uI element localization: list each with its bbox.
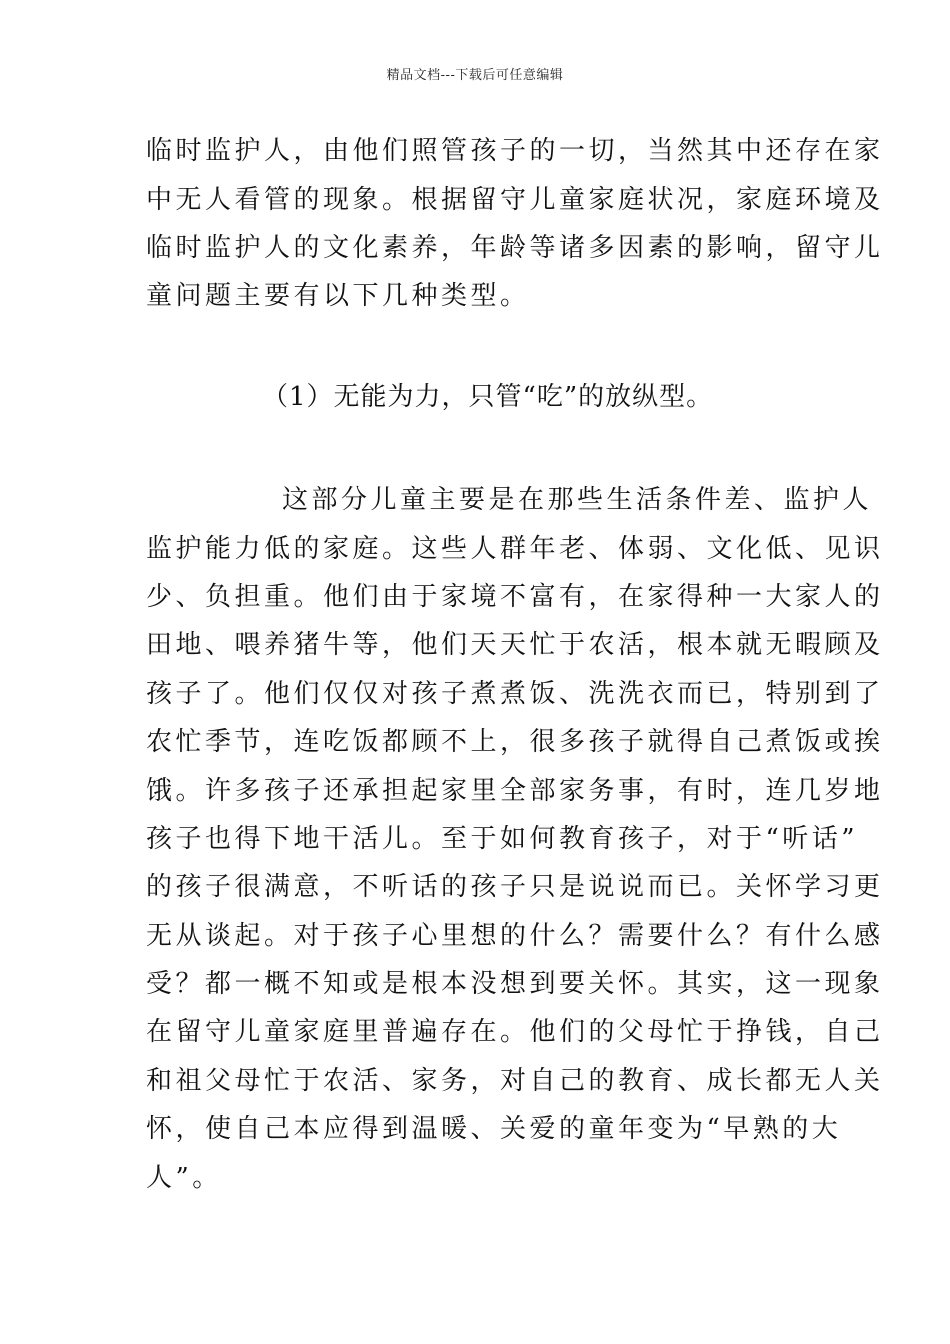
text-line: 监护能力低的家庭。这些人群年老、体弱、文化低、见识 <box>146 534 884 564</box>
text-line: 中无人看管的现象。根据留守儿童家庭状况，家庭环境及 <box>146 185 884 215</box>
text-line: 少、负担重。他们由于家境不富有，在家得种一大家人的 <box>146 582 884 612</box>
text-line: 农忙季节，连吃饭都顾不上，很多孩子就得自己煮饭或挨 <box>146 727 884 757</box>
text-line: 孩子也得下地干活儿。至于如何教育孩子，对于“听话” <box>146 824 859 854</box>
text-line: 怀，使自己本应得到温暖、关爱的童年变为“早熟的大 <box>146 1114 842 1144</box>
text-line: 临时监护人，由他们照管孩子的一切，当然其中还存在家 <box>146 136 884 166</box>
text-line: 临时监护人的文化素养，年龄等诸多因素的影响，留守儿 <box>146 233 884 263</box>
section-heading: （1）无能为力，只管“吃”的放纵型。 <box>262 382 714 412</box>
text-line: 童问题主要有以下几种类型。 <box>146 281 530 311</box>
text-line: 这部分儿童主要是在那些生活条件差、监护人 <box>282 485 873 515</box>
text-line: 田地、喂养猪牛等，他们天天忙于农活，根本就无暇顾及 <box>146 630 884 660</box>
text-line: 饿。许多孩子还承担起家里全部家务事，有时，连几岁地 <box>146 776 884 806</box>
text-line: 的孩子很满意，不听话的孩子只是说说而已。关怀学习更 <box>146 872 884 902</box>
text-line: 在留守儿童家庭里普遍存在。他们的父母忙于挣钱，自己 <box>146 1017 884 1047</box>
text-line: 无从谈起。对于孩子心里想的什么？需要什么？有什么感 <box>146 921 884 951</box>
text-line: 和祖父母忙于农活、家务，对自己的教育、成长都无人关 <box>146 1066 884 1096</box>
page-header-note: 精品文档---下载后可任意编辑 <box>386 68 564 83</box>
text-line: 人”。 <box>146 1163 222 1193</box>
text-line: 孩子了。他们仅仅对孩子煮煮饭、洗洗衣而已，特别到了 <box>146 679 884 709</box>
text-line: 受？都一概不知或是根本没想到要关怀。其实，这一现象 <box>146 969 884 999</box>
